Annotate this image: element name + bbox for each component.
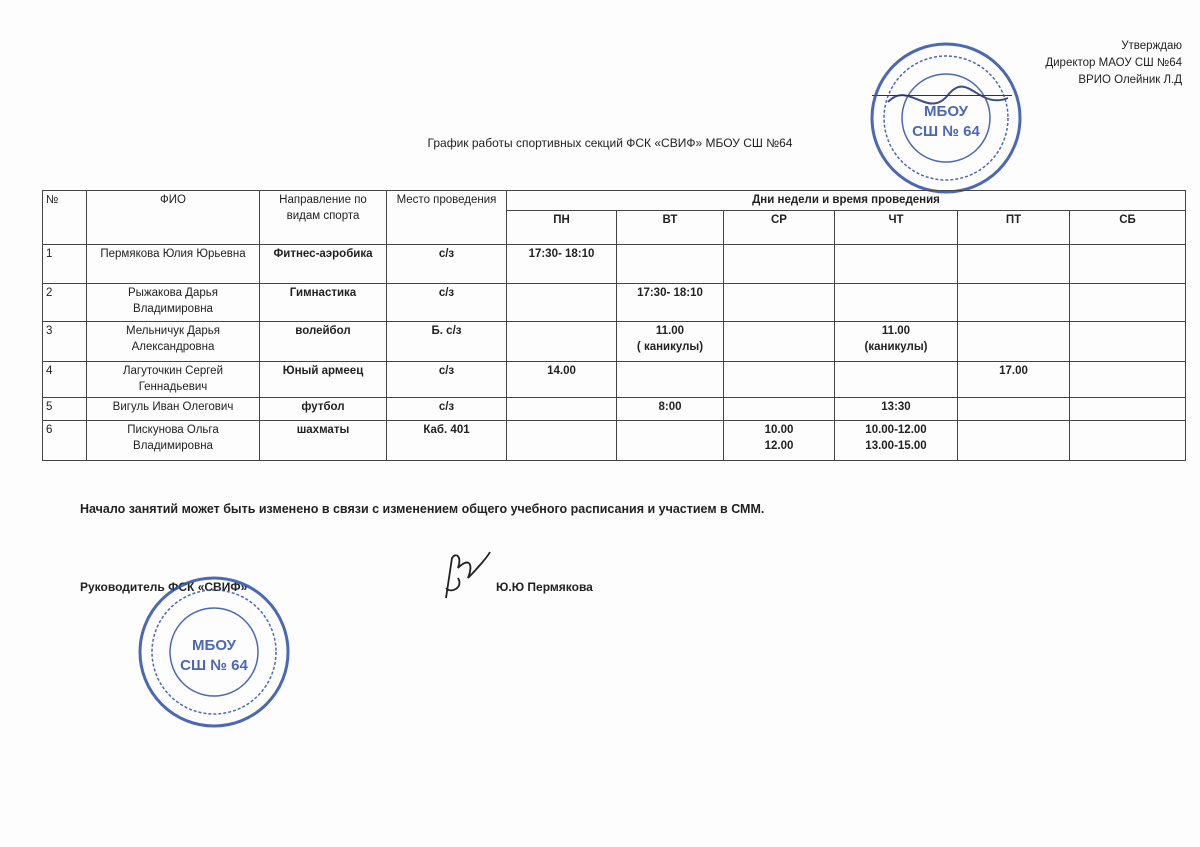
stamp-top: [868, 40, 1024, 196]
signoff-name: Ю.Ю Пермякова: [496, 580, 593, 594]
header-days-group: Дни недели и время проведения: [507, 191, 1186, 211]
cell-day-time: [1070, 245, 1186, 284]
cell-day-time: [617, 362, 724, 398]
cell-day-time: 11.00 (каникулы): [835, 322, 958, 362]
cell-day-time: [958, 245, 1070, 284]
cell-sport: футбол: [260, 398, 387, 421]
schedule-note: Начало занятий может быть изменено в связи с изменением общего учебного расписания и участием в СММ.: [80, 502, 765, 516]
cell-day-time: 17:30- 18:10: [507, 245, 617, 284]
cell-day-time: [958, 398, 1070, 421]
cell-day-time: [835, 362, 958, 398]
cell-day-time: 17.00: [958, 362, 1070, 398]
cell-num: 2: [43, 284, 87, 322]
header-day: ВТ: [617, 211, 724, 245]
cell-day-time: 14.00: [507, 362, 617, 398]
cell-day-time: [507, 322, 617, 362]
cell-day-time: [724, 245, 835, 284]
header-day: ЧТ: [835, 211, 958, 245]
cell-day-time: [958, 284, 1070, 322]
cell-day-time: [1070, 284, 1186, 322]
cell-name: Рыжакова Дарья Владимировна: [87, 284, 260, 322]
cell-name: Вигуль Иван Олегович: [87, 398, 260, 421]
cell-name: Мельничук Дарья Александровна: [87, 322, 260, 362]
cell-day-time: [1070, 362, 1186, 398]
cell-day-time: [617, 245, 724, 284]
cell-place: Б. с/з: [387, 322, 507, 362]
approval-block: [1045, 38, 1182, 89]
cell-place: с/з: [387, 284, 507, 322]
table-row: [43, 284, 1186, 322]
cell-day-time: [1070, 322, 1186, 362]
header-num: №: [43, 191, 87, 245]
header-day: СР: [724, 211, 835, 245]
cell-num: 6: [43, 421, 87, 461]
cell-day-time: [1070, 398, 1186, 421]
cell-sport: волейбол: [260, 322, 387, 362]
cell-num: 5: [43, 398, 87, 421]
header-day: ПН: [507, 211, 617, 245]
header-day: ПТ: [958, 211, 1070, 245]
head-signature-icon: [438, 548, 498, 608]
cell-day-time: [958, 421, 1070, 461]
cell-day-time: [617, 421, 724, 461]
approval-line-3: ВРИО Олейник Л.Д: [1078, 74, 1182, 86]
cell-day-time: [1070, 421, 1186, 461]
cell-day-time: [835, 284, 958, 322]
cell-day-time: [835, 245, 958, 284]
approval-line-2: Директор МАОУ СШ №64: [1045, 57, 1182, 69]
cell-sport: Гимнастика: [260, 284, 387, 322]
cell-name: Пермякова Юлия Юрьевна: [87, 245, 260, 284]
table-row: [43, 421, 1186, 461]
schedule-table: [42, 190, 1186, 461]
table-row: [43, 322, 1186, 362]
cell-day-time: [507, 284, 617, 322]
cell-day-time: 8:00: [617, 398, 724, 421]
cell-sport: Юный армеец: [260, 362, 387, 398]
stamp-text-1: МБОУ: [192, 637, 236, 654]
document-title: График работы спортивных секций ФСК «СВИФ» МБОУ СШ №64: [427, 136, 793, 150]
cell-name: Пискунова Ольга Владимировна: [87, 421, 260, 461]
header-day: СБ: [1070, 211, 1186, 245]
cell-num: 1: [43, 245, 87, 284]
cell-day-time: 13:30: [835, 398, 958, 421]
table-row: [43, 362, 1186, 398]
cell-day-time: 11.00 ( каникулы): [617, 322, 724, 362]
cell-day-time: [507, 421, 617, 461]
stamp-text-2: СШ № 64: [912, 123, 980, 140]
cell-day-time: [507, 398, 617, 421]
cell-day-time: [724, 284, 835, 322]
cell-num: 3: [43, 322, 87, 362]
header-place: Место проведения: [387, 191, 507, 245]
approval-line-1: Утверждаю: [1121, 40, 1182, 52]
stamp-text-1: МБОУ: [924, 103, 968, 120]
cell-day-time: 17:30- 18:10: [617, 284, 724, 322]
cell-day-time: [958, 322, 1070, 362]
cell-sport: Фитнес-аэробика: [260, 245, 387, 284]
cell-num: 4: [43, 362, 87, 398]
header-sport: Направление по видам спорта: [260, 191, 387, 245]
header-name: ФИО: [87, 191, 260, 245]
cell-place: с/з: [387, 398, 507, 421]
cell-place: с/з: [387, 245, 507, 284]
cell-day-time: 10.00 12.00: [724, 421, 835, 461]
cell-day-time: [724, 322, 835, 362]
cell-day-time: [724, 398, 835, 421]
signoff-role: Руководитель ФСК «СВИФ»: [80, 580, 248, 594]
table-row: [43, 398, 1186, 421]
stamp-bottom: [136, 574, 292, 730]
cell-sport: шахматы: [260, 421, 387, 461]
cell-place: с/з: [387, 362, 507, 398]
cell-day-time: [724, 362, 835, 398]
cell-name: Лагуточкин Сергей Геннадьевич: [87, 362, 260, 398]
table-row: [43, 245, 1186, 284]
cell-day-time: 10.00-12.00 13.00-15.00: [835, 421, 958, 461]
cell-place: Каб. 401: [387, 421, 507, 461]
stamp-text-2: СШ № 64: [180, 657, 248, 674]
